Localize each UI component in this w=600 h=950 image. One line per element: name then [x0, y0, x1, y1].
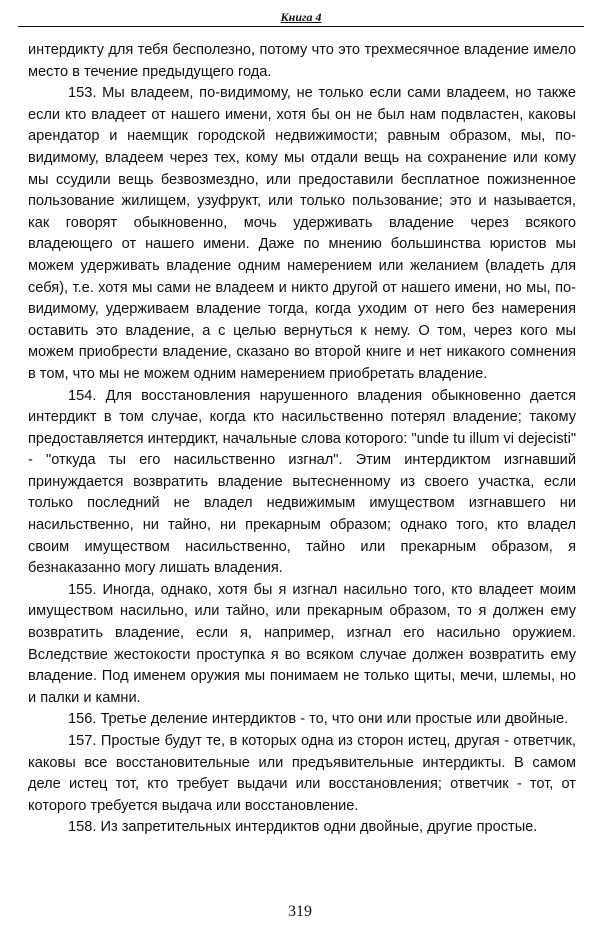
paragraph-continued: интердикту для тебя бесполезно, потому что это трехмесячное владение имело место в течение предыдущего года.	[28, 42, 576, 80]
header-rule	[18, 26, 584, 27]
book-title: Книга 4	[275, 9, 328, 25]
page-number: 319	[288, 903, 312, 920]
body-text	[28, 40, 576, 839]
paragraph-153: 153. Мы владеем, по-видимому, не только если сами владеем, но также если кто владеет от нашего имени, хотя бы он не был нам подвластен, каковы арендатор и наемщик городской недвижимости; равным образом, мы, по-видимому, владеем через тех, кому мы отдали вещь на сохранение или кому мы ссудили вещь безвозмездно, или предоставили бесплатное пожизненное пользование жилищем, узуфрукт, или только пользование; это и называется, как говорят обыкновенно, мочь удерживать владение через всякого владеющего от нашего имени. Даже по мнению большинства юристов мы можем удерживать владение одним намерением или желанием (владеть для себя), т.е. хотя мы сами не владеем и никто другой от нашего имени, но мы, по-видимому, удерживаем владение тогда, когда уходим от него без намерения оставить это владение, а с целью вернуться к нему. О том, через кого мы можем приобрести владение, сказано во второй книге и нет никакого сомнения в том, что мы не можем одним намерением приобретать владение.	[28, 85, 576, 382]
paragraph-157: 157. Простые будут те, в которых одна из сторон истец, другая - ответчик, каковы все восстановительные или предъявительные интердикты. В самом деле истец тот, кто требует выдачи или восстановления; ответчик - тот, от которого требуется выдача или восстановление.	[28, 733, 576, 814]
paragraph-154: 154. Для восстановления нарушенного владения обыкновенно дается интердикт в том случае, когда кто насильственно потерял владение; такому предоставляется интердикт, начальные слова которого: "unde tu illum vi dejecisti" - "откуда ты его насильственно изгнал". Этим интердиктом изгнавший принуждается возвратить владение вытесненному из своего участка, если только последний не владел недвижимым имуществом изгнавшего ни насильственно, ни тайно, ни прекарным образом; однако того, кто владел своим имуществом насильственно, тайно или прекарным образом, я безнаказанно могу лишать владения.	[28, 387, 576, 577]
paragraph-158: 158. Из запретительных интердиктов одни двойные, другие простые.	[68, 819, 538, 836]
running-header	[18, 8, 584, 30]
paragraph-156: 156. Третье деление интердиктов - то, что они или простые или двойные.	[68, 711, 569, 728]
paragraph-155: 155. Иногда, однако, хотя бы я изгнал насильно того, кто владеет моим имуществом насильно, или тайно, или прекарным образом, то я должен ему возвратить владение, если я, например, изгнал его насильно оружием. Вследствие жестокости проступка я во всяком случае должен возвратить ему владение. Под именем оружия мы понимаем не только щиты, мечи, шлемы, но и палки и камни.	[28, 581, 576, 706]
